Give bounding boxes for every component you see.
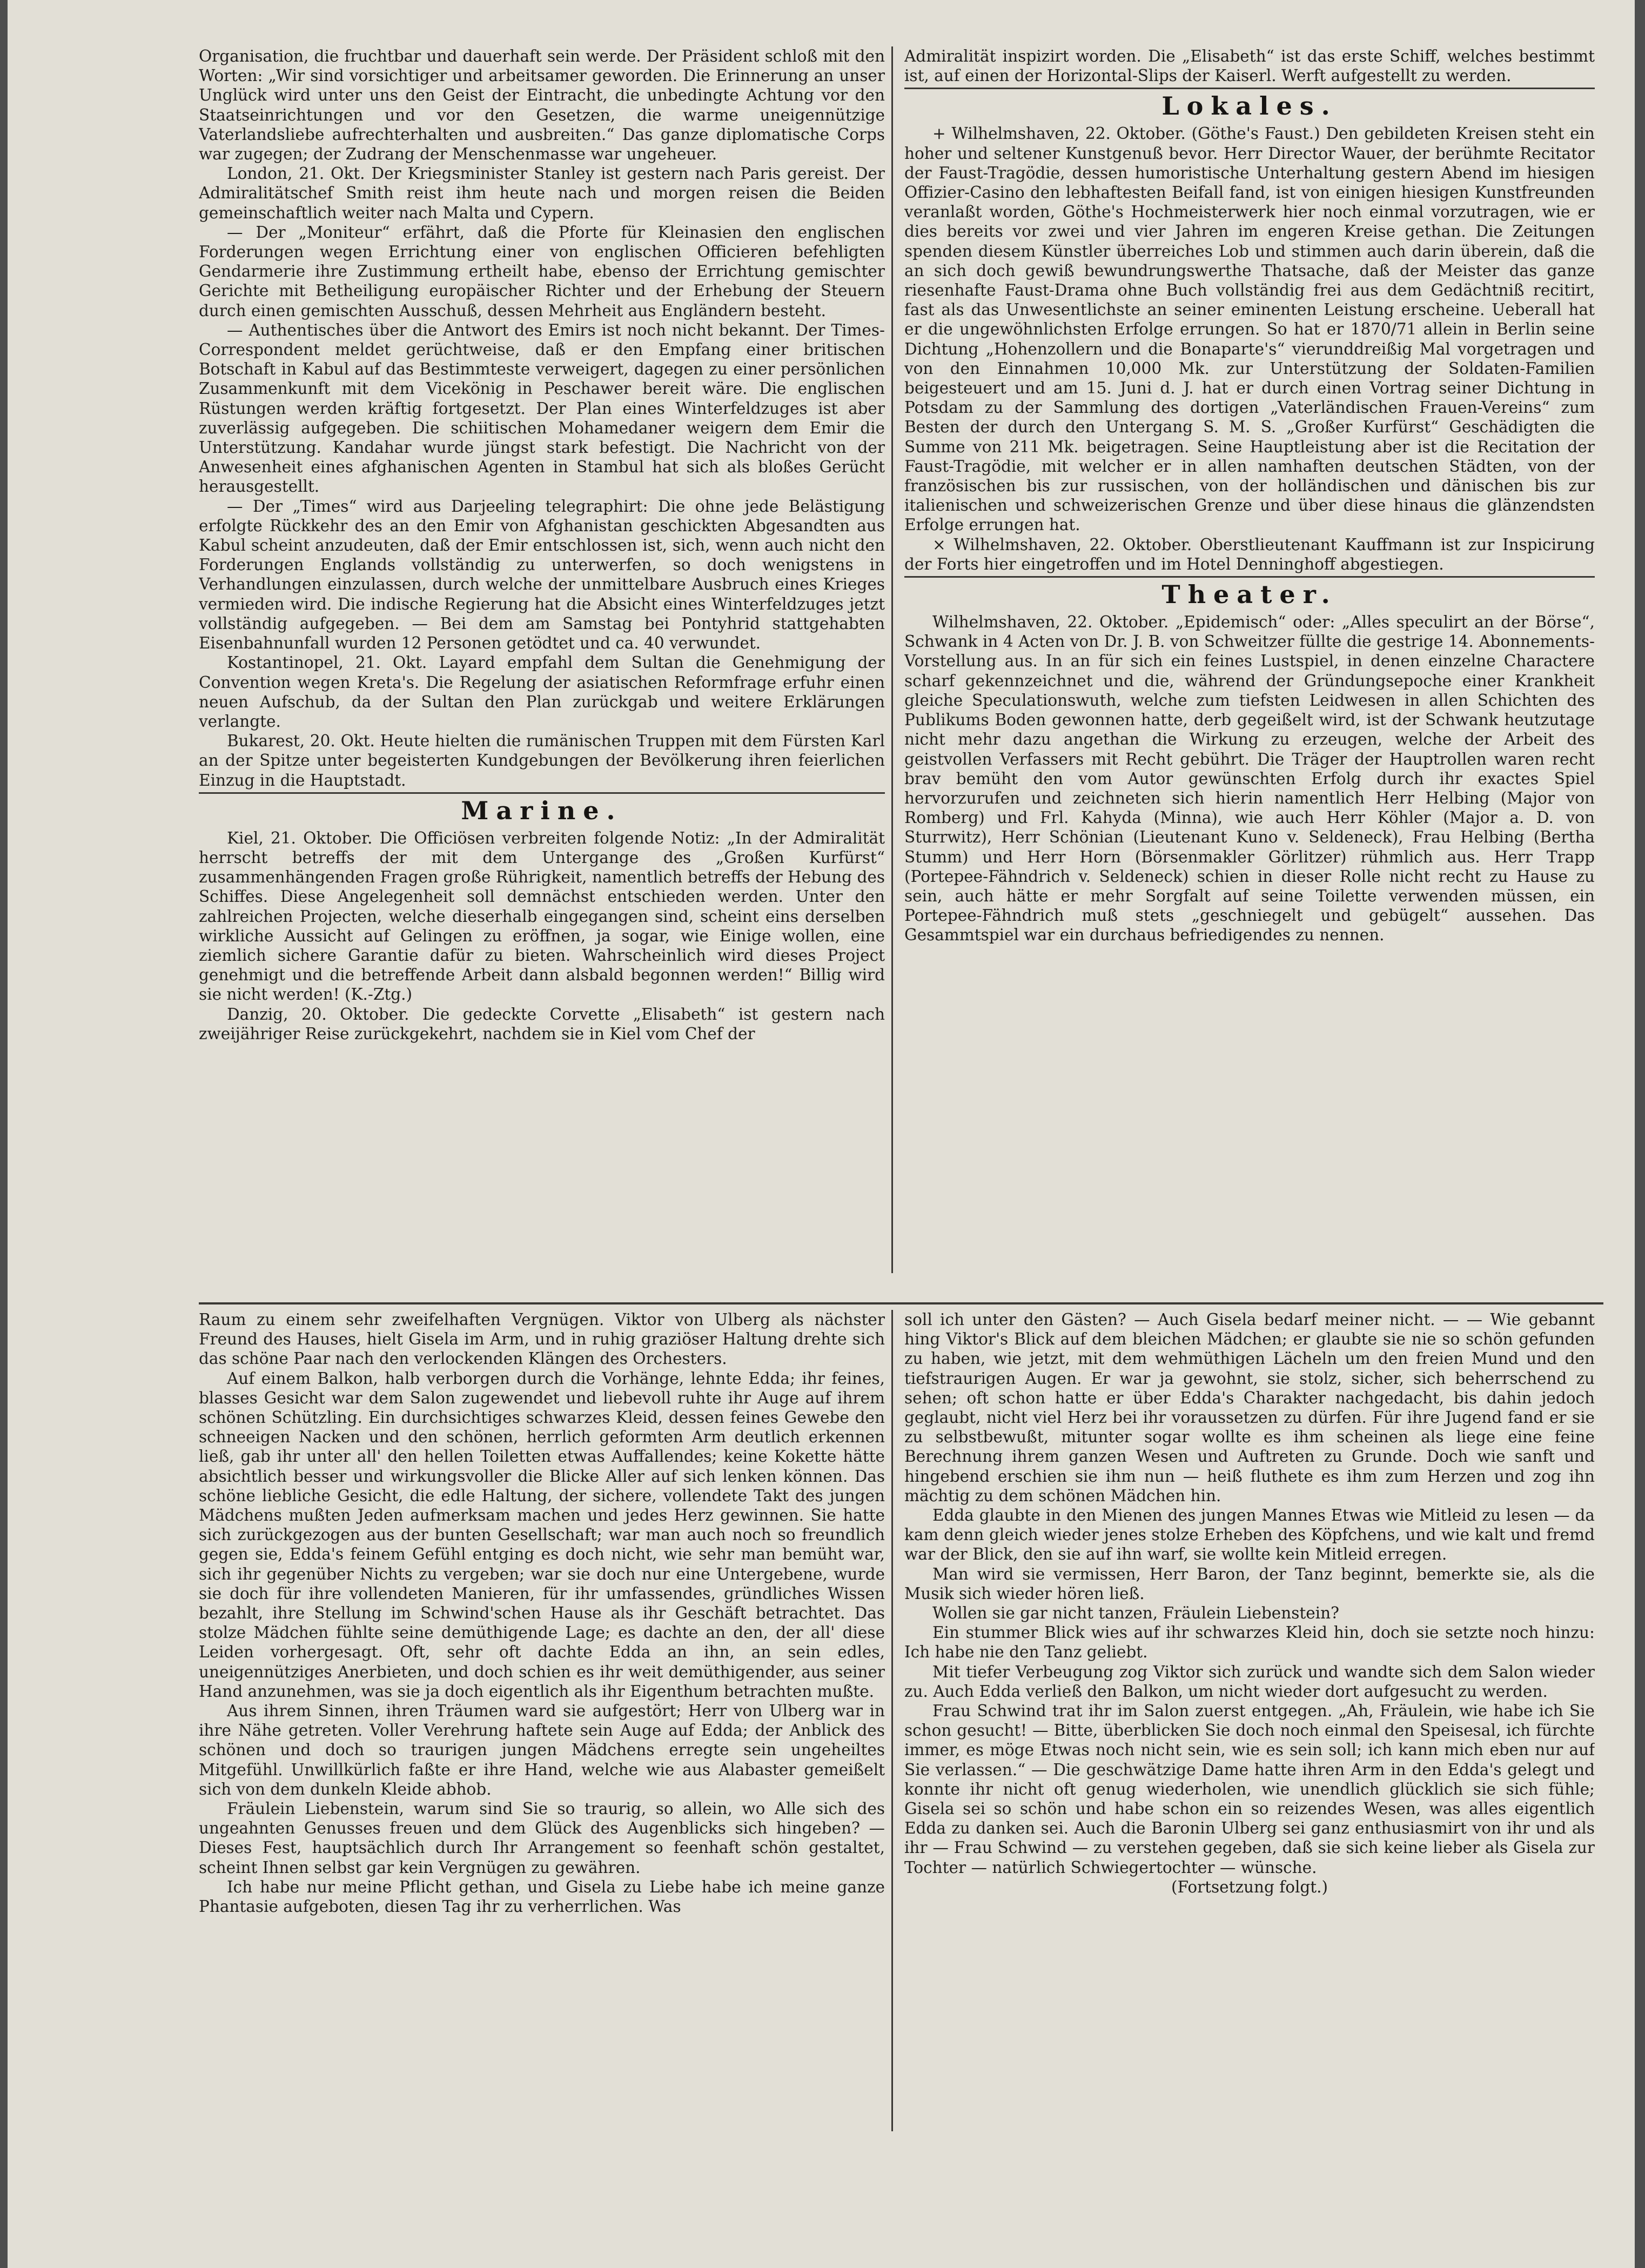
news-paragraph: London, 21. Okt. Der Kriegsminister Stanley ist gestern nach Paris gereist. Der Admiralitätschef Smith reist ihm heute nach und morgen reisen die Beiden gemeinschaftlich weiter nach Malta und Cypern.: [199, 164, 885, 222]
upper-right-column: [904, 46, 1595, 1273]
feuilleton-separator: [199, 1302, 1603, 1304]
story-paragraph: Wollen sie gar nicht tanzen, Fräulein Liebenstein?: [932, 1604, 1339, 1623]
story-paragraph: Man wird sie vermissen, Herr Baron, der Tanz beginnt, bemerkte sie, als die Musik sich wieder hören ließ.: [904, 1564, 1595, 1603]
story-paragraph: Auf einem Balkon, halb verborgen durch die Vorhänge, lehnte Edda; ihr feines, blasses Gesicht war dem Salon zugewendet und liebevoll ruhte ihr Auge auf ihrem schönen Schützling. Ein durchsichtiges schwarzes Kleid, dessen feines Gewebe den schneeigen Nacken und den schönen, herrlich geformten Arm deutlich erkennen ließ, gab ihr unter all' den hellen Toiletten etwas Auffallendes; keine Kokette hätte absichtlich besser und wirkungsvoller die Blicke Aller auf sich lenken können. Das schöne liebliche Gesicht, die edle Haltung, der sichere, vollendete Takt des jungen Mädchens mußten Jeden aufmerksam machen und jedes Herz gewinnen. Sie hatte sich zurückgezogen aus der bunten Gesellschaft; war man auch noch so freundlich gegen sie, Edda's feinem Gefühl entging es doch nicht, wie sehr man bemüht war, sich ihr gegenüber Nichts zu vergeben; war sie doch nur eine Untergebene, wurde sie doch für ihre vollendeten Manieren, für ihr umfassendes, gründliches Wissen bezahlt, ihre Stellung im Schwind'schen Hause als ihr Geschäft betrachtet. Das stolze Mädchen fühlte seine demüthigende Lage; es dachte an den, der all' diese Leiden vorhergesagt. Oft, sehr oft dachte Edda an ihn, an sein edles, uneigennütziges Anerbieten, und doch schien es ihr weit demüthigender, aus seiner Hand anzunehmen, was sie ja doch eigentlich als ihr Eigenthum betrachten mußte.: [199, 1369, 885, 1701]
lower-right-column: [904, 1310, 1595, 2131]
story-paragraph: Frau Schwind trat ihr im Salon zuerst entgegen. „Ah, Fräulein, wie habe ich Sie schon gesucht! — Bitte, überblicken Sie doch noch einmal den Speisesal, ich fürchte immer, es möge Etwas noch nicht sein, wie es sein soll; ich kann mich eben nur auf Sie verlassen.“ — Die geschwätzige Dame hatte ihren Arm in den Edda's gelegt und konnte ihr nicht oft genug wiederholen, wie unendlich glücklich sie sich fühle; Gisela sei so schön und habe schon ein so reizendes Wesen, was alles eigentlich Edda zu danken sei. Auch die Baronin Ulberg sei ganz enthusiasmirt von ihr und als ihr — Frau Schwind — zu verstehen gegeben, daß sie sich keine lieber als Gisela zur Tochter — natürlich Schwiegertochter — wünsche.: [904, 1702, 1595, 1877]
news-paragraph: Bukarest, 20. Okt. Heute hielten die rumänischen Truppen mit dem Fürsten Karl an der Spitze unter begeisterten Kundgebungen der Bevölkerung ihren feierlichen Einzug in die Hauptstadt.: [199, 732, 885, 790]
story-paragraph: Ich habe nur meine Pflicht gethan, und Gisela zu Liebe habe ich meine ganze Phantasie aufgeboten, diesen Tag ihr zu verherrlichen. Was: [199, 1877, 885, 1916]
section-divider: [904, 576, 1595, 578]
story-paragraph: Raum zu einem sehr zweifelhaften Vergnügen. Viktor von Ulberg als nächster Freund des Hauses, hielt Gisela im Arm, und in ruhig graziöser Haltung drehte sich das schöne Paar nach den verlockenden Klängen des Orchesters.: [199, 1310, 885, 1368]
news-paragraph: Wilhelmshaven, 22. Oktober. „Epidemisch“ oder: „Alles speculirt an der Börse“, Schwank in 4 Acten von Dr. J. B. von Schweitzer füllte die gestrige 14. Abonnements-Vorstellung aus. In an für sich ein feines Lustspiel, in denen einzelne Charactere scharf gekennzeichnet und die, während der Gründungsepoche einer Krankheit gleiche Speculationswuth, welche zum tiefsten Leidwesen in allen Schichten des Publikums Boden gewonnen hatte, derb gegeißelt wird, ist der Schwank heutzutage nicht mehr dazu angethan die Wirkung zu erzeugen, welche der Arbeit des geistvollen Verfassers mit Recht gebührt. Die Träger der Hauptrollen waren recht brav bemüht den vom Autor gewünschten Erfolg durch ihr exactes Spiel hervorzurufen und zeichneten sich hierin namentlich Herr Helbing (Major von Romberg) und Frl. Kahyda (Minna), wie auch Herr Köhler (Major a. D. von Sturrwitz), Herr Schönian (Lieutenant Kuno v. Seldeneck), Frau Helbing (Bertha Stumm) und Herr Horn (Börsenmakler Görlitzer) rühmlich aus. Herr Trapp (Portepee-Fähndrich v. Seldeneck) schien in dieser Rolle nicht recht zu Hause zu sein, auch hätte er mehr Sorgfalt auf seine Toilette verwenden müssen, ein Portepee-Fähndrich muß stets „geschniegelt und gebügelt“ aussehen. Das Gesammtspiel war ein durchaus befriedigendes zu nennen.: [904, 613, 1595, 945]
lower-left-column: [199, 1310, 885, 2131]
column-divider: [891, 46, 893, 1273]
news-paragraph: — Der „Moniteur“ erfährt, daß die Pforte für Kleinasien den englischen Forderungen wegen Errichtung einer von englischen Officieren befehligten Gendarmerie ihre Zustimmung ertheilt habe, ebenso der Errichtung gemischter Gerichte mit Betheiligung europäischer Richter und der Erhebung der Steuern durch einen gemischten Ausschuß, dessen Mehrheit aus Engländern besteht.: [199, 223, 885, 320]
section-title-theater: Theater.: [1161, 580, 1338, 610]
section-title-lokales: Lokales.: [1161, 91, 1338, 121]
news-paragraph: Kiel, 21. Oktober. Die Officiösen verbreiten folgende Notiz: „In der Admiralität herrscht betreffs der mit dem Untergange des „Großen Kurfürst“ zusammenhängenden Fragen große Rührigkeit, namentlich betreffs der Hebung des Schiffes. Diese Angelegenheit soll demnächst entschieden werden. Unter den zahlreichen Projecten, welche dieserhalb eingegangen sind, scheint eins derselben wirkliche Aussicht auf Gelingen zu eröffnen, ja sogar, wie Einige wollen, eine ziemlich sichere Garantie dafür zu bieten. Wahrscheinlich wird dieses Project genehmigt und die betreffende Arbeit dann alsbald begonnen werden!“ Billig wird sie nicht werden! (K.-Ztg.): [199, 828, 885, 1004]
section-divider: [199, 792, 885, 794]
news-paragraph: Kostantinopel, 21. Okt. Layard empfahl dem Sultan die Genehmigung der Convention wegen Kreta's. Die Regelung der asiatischen Reformfrage erfuhr einen neuen Aufschub, da der Sultan den Plan zurückgab und weitere Erklärungen verlangte.: [199, 653, 885, 731]
continuation-note: (Fortsetzung folgt.): [1171, 1877, 1328, 1896]
news-paragraph: Admiralität inspizirt worden. Die „Elisabeth“ ist das erste Schiff, welches bestimmt ist, auf einen der Horizontal-Slips der Kaiserl. Werft aufgestellt zu werden.: [904, 47, 1595, 85]
news-paragraph: — Authentisches über die Antwort des Emirs ist noch nicht bekannt. Der Times-Correspondent meldet gerüchtweise, daß er den Empfang einer britischen Botschaft in Kabul auf das Bestimmteste verweigert, dagegen zu einer persönlichen Zusammenkunft mit dem Vicekönig in Peschawer bereit wäre. Die englischen Rüstungen werden kräftig fortgesetzt. Der Plan eines Winterfeldzuges ist aber zuverlässig aufgegeben. Die schiitischen Mohamedaner weigern dem Emir die Unterstützung. Kandahar wurde jüngst stark befestigt. Die Nachricht von der Anwesenheit eines afghanischen Agenten in Stambul hat sich als bloßes Gerücht herausgestellt.: [199, 320, 885, 496]
section-divider: [904, 88, 1595, 89]
story-paragraph: Mit tiefer Verbeugung zog Viktor sich zurück und wandte sich dem Salon wieder zu. Auch Edda verließ den Balkon, um nicht wieder dort aufgesucht zu werden.: [904, 1662, 1595, 1701]
news-paragraph: + Wilhelmshaven, 22. Oktober. (Göthe's Faust.) Den gebildeten Kreisen steht ein hoher und seltener Kunstgenuß bevor. Herr Director Wauer, der berühmte Recitator der Faust-Tragödie, dessen humoristische Unterhaltung gestern Abend im hiesigen Offizier-Casino den lebhaftesten Beifall fand, ist von einigen hiesigen Kunstfreunden veranlaßt worden, Göthe's Hochmeisterwerk hier noch einmal vorzutragen, wie er dies bereits vor zwei und vier Jahren im engeren Kreise gethan. Die Zeitungen spenden diesem Künstler überreiches Lob und stimmen auch darin überein, daß die an sich doch gewiß bewundrungswerthe Thatsache, daß der Meister das ganze riesenhafte Faust-Drama ohne Buch vollständig frei aus dem Gedächtniß recitirt, fast als das Unwesentlichste an seiner eminenten Leistung erscheine. Ueberall hat er die ungewöhnlichsten Erfolge errungen. So hat er 1870/71 allein in Berlin seine Dichtung „Hohenzollern und die Bonaparte's“ vierunddreißig Mal vorgetragen und von den Einnahmen 10,000 Mk. zur Unterstützung der Soldaten-Familien beigesteuert und am 15. Juni d. J. hat er durch einen Vortrag seiner Dichtung in Potsdam zu der Sammlung des dortigen „Vaterländischen Frauen-Vereins“ zum Besten der durch den Untergang S. M. S. „Großer Kurfürst“ Geschädigten die Summe von 211 Mk. beigetragen. Seine Hauptleistung aber ist die Recitation der Faust-Tragödie, mit welcher er in allen namhaften deutschen Städten, von der französischen bis zur russischen, von der holländischen und dänischen bis zur italienischen und schweizerischen Grenze und über diese hinaus die glänzendsten Erfolge errungen hat.: [904, 124, 1595, 534]
section-title-marine: Marine.: [461, 795, 623, 825]
story-paragraph: Aus ihrem Sinnen, ihren Träumen ward sie aufgestört; Herr von Ulberg war in ihre Nähe getreten. Voller Verehrung haftete sein Auge auf Edda; der Anblick des schönen und doch so traurigen jungen Mädchens erregte sein ungeheiltes Mitgefühl. Unwillkürlich faßte er ihre Hand, welche wie aus Alabaster gemeißelt sich von dem dunkeln Kleide abhob.: [199, 1702, 885, 1798]
story-paragraph: Fräulein Liebenstein, warum sind Sie so traurig, so allein, wo Alle sich des ungeahnten Genusses freuen und dem Glück des Augenblicks sich hingeben? — Dieses Fest, hauptsächlich durch Ihr Arrangement so feenhaft schön gestaltet, scheint Ihnen selbst gar kein Vergnügen zu gewähren.: [199, 1799, 885, 1877]
news-paragraph: Danzig, 20. Oktober. Die gedeckte Corvette „Elisabeth“ ist gestern nach zweijähriger Reise zurückgekehrt, nachdem sie in Kiel vom Chef der: [199, 1005, 885, 1043]
newspaper-page: [8, 0, 1635, 2268]
column-divider: [891, 1310, 893, 2131]
story-paragraph: Ein stummer Blick wies auf ihr schwarzes Kleid hin, doch sie setzte noch hinzu: Ich habe nie den Tanz geliebt.: [904, 1623, 1595, 1662]
news-paragraph: — Der „Times“ wird aus Darjeeling telegraphirt: Die ohne jede Belästigung erfolgte Rückkehr des an den Emir von Afghanistan geschickten Abgesandten aus Kabul scheint anzudeuten, daß der Emir entschlossen ist, sich, wenn auch nicht den Forderungen Englands vollständig zu unterwerfen, so doch wenigstens in Verhandlungen einzulassen, durch welche der unmittelbare Ausbruch eines Krieges vermieden wird. Die indische Regierung hat die Absicht eines Winterfeldzuges jetzt vollständig aufgegeben. — Bei dem am Samstag bei Pontyhrid stattgehabten Eisenbahnunfall wurden 12 Personen getödtet und ca. 40 verwundet.: [199, 497, 885, 653]
upper-left-column: [199, 46, 885, 1273]
story-paragraph: soll ich unter den Gästen? — Auch Gisela bedarf meiner nicht. — — Wie gebannt hing Viktor's Blick auf dem bleichen Mädchen; er glaubte sie nie so schön gefunden zu haben, wie jetzt, mit dem wehmüthigen Lächeln um den freien Mund und den tiefstraurigen Augen. Er war ja gewohnt, sie stolz, sicher, sich beherrschend zu sehen; oft schon hatte er über Edda's Charakter nachgedacht, bis dahin jedoch geglaubt, nicht viel Herz bei ihr voraussetzen zu dürfen. Für ihre Jugend fand er sie zu selbstbewußt, mitunter sogar wollte es ihm scheinen als liege eine feine Berechnung ihrem ganzen Wesen und Auftreten zu Grunde. Doch wie sanft und hingebend erschien sie ihm nun — heiß fluthete es ihm zum Herzen und zog ihn mächtig zu dem schönen Mädchen hin.: [904, 1310, 1595, 1505]
news-paragraph: × Wilhelmshaven, 22. Oktober. Oberstlieutenant Kauffmann ist zur Inspicirung der Forts hier eingetroffen und im Hotel Denninghoff abgestiegen.: [904, 535, 1595, 573]
news-paragraph: Organisation, die fruchtbar und dauerhaft sein werde. Der Präsident schloß mit den Worten: „Wir sind vorsichtiger und arbeitsamer geworden. Die Erinnerung an unser Unglück wird unter uns den Geist der Eintracht, die unbedingte Achtung vor den Staatseinrichtungen und vor den Gesetzen, die warme uneigennützige Vaterlandsliebe aufrechterhalten und ausbreiten.“ Das ganze diplomatische Corps war zugegen; der Zudrang der Menschenmasse war ungeheuer.: [199, 47, 885, 164]
story-paragraph: Edda glaubte in den Mienen des jungen Mannes Etwas wie Mitleid zu lesen — da kam denn gleich wieder jenes stolze Erheben des Köpfchens, und wie kalt und fremd war der Blick, den sie auf ihn warf, sie wollte kein Mitleid erregen.: [904, 1506, 1595, 1564]
